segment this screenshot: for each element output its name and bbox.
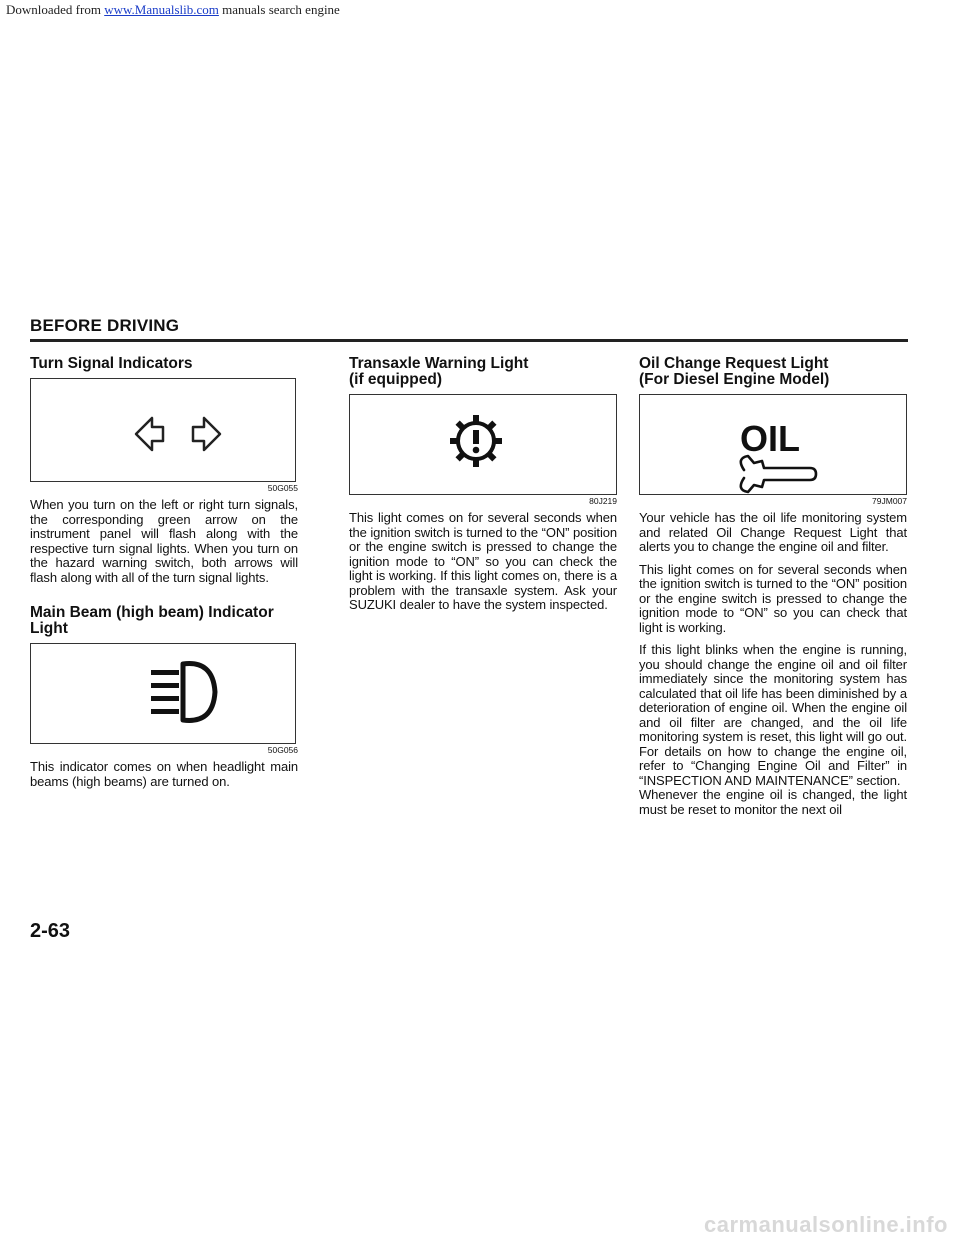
column-middle [349,356,617,621]
source-note [6,2,340,18]
high-beam-icon [31,644,297,745]
oil-change-heading [639,356,907,388]
transaxle-heading-line2: (if equipped) [349,371,442,388]
oil-wrench-icon [640,395,908,496]
section-title: BEFORE DRIVING [30,316,180,335]
oil-change-paragraph-1: Your vehicle has the oil life monitoring system and related Oil Change Request Light that alerts you to change the engine oil and filter. [639,510,907,554]
turn-signal-figure-code: 50G055 [267,483,298,493]
transaxle-heading-line1: Transaxle Warning Light [349,355,529,372]
main-beam-heading [30,605,298,637]
main-beam-figure [30,643,296,744]
source-note-suffix: manuals search engine [218,2,340,17]
oil-icon-text: OIL [740,418,800,459]
transaxle-heading [349,356,617,388]
main-beam-heading-line1: Main Beam (high beam) Indicator [30,604,274,621]
transaxle-text: This light comes on for several seconds when the ignition switch is turned to the “ON” position or the engine switch is pressed to change the ignition mode to “ON” so you can check the light is working. If this light comes on, there is a problem with the transaxle system. Ask your SUZUKI dealer to have the system inspected. [349,510,617,612]
oil-change-figure-code: 79JM007 [872,496,907,506]
footer [0,1214,960,1242]
main-beam-text: This indicator comes on when headlight main beams (high beams) are turned on. [30,759,298,789]
turn-signal-text: When you turn on the left or right turn signals, the corresponding green arrow on the instrument panel will flash along with the respective turn signal lights. When you turn on the hazard warning switch, both arrows will flash along with all of the turn signal lights. [30,497,298,585]
transaxle-figure [349,394,617,495]
column-right [639,356,907,825]
oil-change-heading-line1: Oil Change Request Light [639,355,829,372]
oil-change-figure [639,394,907,495]
turn-signal-heading: Turn Signal Indicators [30,355,193,372]
page-number: 2-63 [30,920,71,942]
oil-change-paragraph-2: This light comes on for several seconds when the ignition switch is turned to the “ON” position or the engine switch is pressed to change the ignition mode to “ON” so you can check that light is working. [639,561,907,635]
main-beam-heading-line2: Light [30,620,68,637]
oil-change-paragraph-3: If this light blinks when the engine is running, you should change the engine oil and oil filter immediately since the monitoring system has calculated that oil life has been diminished by a deterioration of engine oil. When the engine oil and oil filter are changed, and the oil life monitoring system is reset, this light will go out. For details on how to change the engine oil, refer to “Changing Engine Oil and Filter” in “INSPECTION AND MAINTENANCE” section. [639,642,907,788]
turn-arrows-icon [31,379,297,483]
transaxle-figure-code: 80J219 [589,496,617,506]
main-beam-figure-code: 50G056 [267,745,298,755]
oil-change-paragraph-4: Whenever the engine oil is changed, the light must be reset to monitor the next oil [639,787,907,817]
transaxle-warning-icon [350,395,618,496]
oil-change-heading-line2: (For Diesel Engine Model) [639,371,830,388]
source-note-prefix: Downloaded from [6,2,105,17]
manualslib-link[interactable]: www.Manualslib.com [104,2,219,17]
section-divider [30,339,908,342]
footer-watermark: carmanualsonline.info [704,1212,948,1237]
turn-signal-figure [30,378,296,482]
column-left [30,356,298,797]
